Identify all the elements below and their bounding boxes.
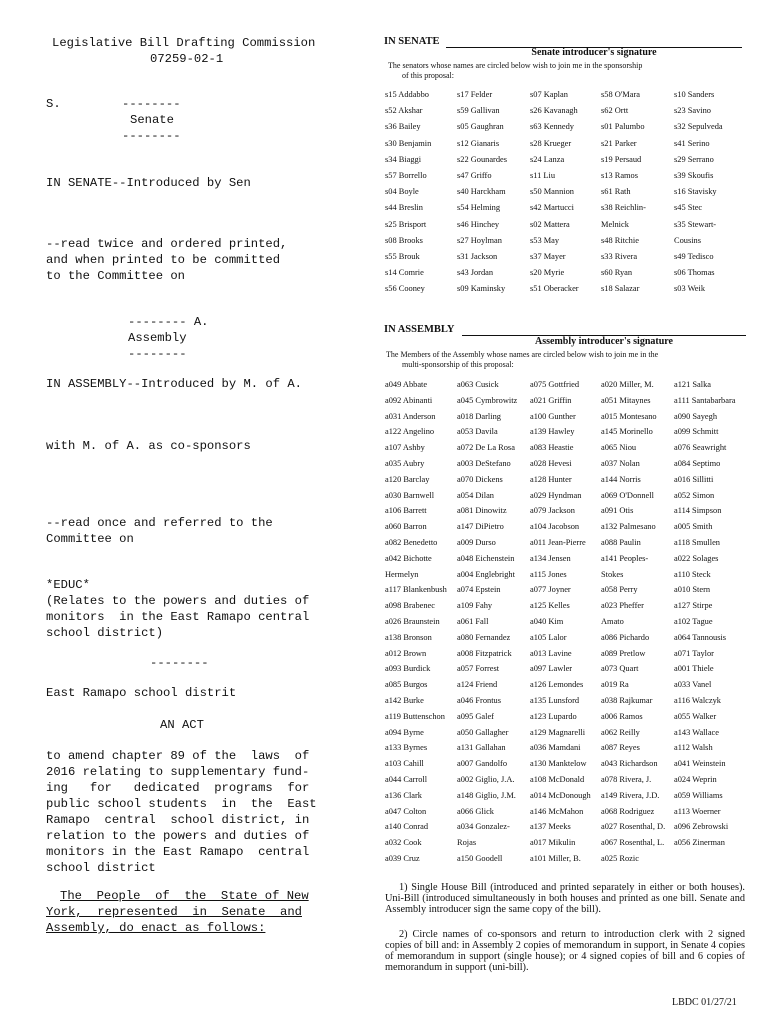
assembly-member-name[interactable]: a110 Steck <box>674 569 711 579</box>
assembly-member-name[interactable]: a096 Zebrowski <box>674 822 729 832</box>
senator-member-name[interactable]: s39 Skoufis <box>674 171 714 180</box>
assembly-member-name[interactable]: Amato <box>601 617 624 626</box>
divider: -------- <box>122 97 181 111</box>
assembly-member-name[interactable]: a059 Williams <box>674 790 723 800</box>
assembly-member-name[interactable]: a014 McDonough <box>530 790 591 800</box>
assembly-member-name[interactable]: a017 Mikulin <box>530 838 576 848</box>
assembly-member-name[interactable]: a002 Giglio, J.A. <box>457 775 515 784</box>
assembly-member-name[interactable]: a093 Burdick <box>385 664 431 674</box>
senator-member-name[interactable]: s25 Brisport <box>385 219 427 229</box>
assembly-member-name[interactable]: a026 Braunstein <box>385 617 440 626</box>
assembly-member-name[interactable]: a039 Cruz <box>385 854 420 863</box>
act-title-line: 2016 relating to supplementary fund- <box>46 765 310 779</box>
senator-member-name[interactable]: s06 Thomas <box>674 268 715 278</box>
assembly-member-name[interactable]: Rojas <box>457 838 477 848</box>
divider: -------- <box>150 656 209 670</box>
assembly-member-name[interactable]: a089 Pretlow <box>601 648 646 658</box>
senator-member-name[interactable]: s51 Oberacker <box>530 284 579 294</box>
senate-word: Senate <box>130 113 174 127</box>
assembly-member-name[interactable]: a149 Rivera, J.D. <box>601 790 660 800</box>
assembly-member-name[interactable]: a091 Otis <box>601 506 634 516</box>
senate-reading: and when printed to be committed <box>46 253 281 267</box>
in-senate-intro: IN SENATE--Introduced by Sen <box>46 176 251 190</box>
assembly-member-name[interactable]: a104 Jacobson <box>530 522 580 532</box>
senator-member-name[interactable]: s07 Kaplan <box>530 90 568 99</box>
assembly-member-name[interactable]: a142 Burke <box>385 696 424 705</box>
assembly-member-name[interactable]: a061 Fall <box>457 617 489 626</box>
assembly-member-name[interactable]: a047 Colton <box>385 806 427 816</box>
act-title-line: relation to the powers and duties of <box>46 829 310 843</box>
senator-member-name[interactable]: s53 May <box>530 235 560 245</box>
instruction-1: 1) Single House Bill (introduced and printed separately in either or both houses). Uni-Bill (introduced simultaneously in both houses and printed as one bill. Senate and Assembly introducer sign the same copy of the bill). <box>385 882 745 915</box>
assembly-member-name[interactable]: a044 Carroll <box>385 775 428 784</box>
assembly-member-name[interactable]: a007 Gandolfo <box>457 759 508 769</box>
assembly-member-name[interactable]: a024 Weprin <box>674 775 717 784</box>
senator-member-name[interactable]: s55 Brouk <box>385 252 420 261</box>
short-title: East Ramapo school distrit <box>46 686 237 700</box>
assembly-member-name[interactable]: a134 Jensen <box>530 553 571 563</box>
enacting-clause: York, represented in Senate and <box>46 905 302 919</box>
assembly-member-name[interactable]: a090 Sayegh <box>674 411 718 421</box>
senator-member-name[interactable]: s20 Myrie <box>530 268 565 278</box>
assembly-member-name[interactable]: a053 Davila <box>457 427 498 437</box>
assembly-member-name[interactable]: a036 Mamdani <box>530 743 581 753</box>
senator-member-name[interactable]: s59 Gallivan <box>457 106 500 116</box>
assembly-member-name[interactable]: a064 Tannousis <box>674 632 727 642</box>
assembly-member-name[interactable]: a101 Miller, B. <box>530 854 581 863</box>
assembly-member-name[interactable]: a098 Brabenec <box>385 601 435 611</box>
assembly-member-name[interactable]: a069 O'Donnell <box>601 490 654 500</box>
assembly-member-name[interactable]: a143 Wallace <box>674 727 719 737</box>
assembly-member-name[interactable]: a015 Montesano <box>601 411 657 421</box>
senator-member-name[interactable]: s28 Krueger <box>530 138 572 148</box>
assembly-member-name[interactable]: a145 Morinello <box>601 427 653 437</box>
senator-member-name[interactable]: s21 Parker <box>601 138 637 148</box>
relates-line: (Relates to the powers and duties of <box>46 594 310 608</box>
assembly-member-name[interactable]: a088 Paulin <box>601 538 641 547</box>
in-assembly-intro: IN ASSEMBLY--Introduced by M. of A. <box>46 377 302 391</box>
senator-member-name[interactable]: s35 Stewart- <box>674 219 717 229</box>
assembly-member-name[interactable]: a136 Clark <box>385 790 422 800</box>
assembly-member-name[interactable]: a124 Friend <box>457 680 498 690</box>
assembly-member-name[interactable]: a115 Jones <box>530 569 567 579</box>
senator-member-name[interactable]: s24 Lanza <box>530 154 565 164</box>
assembly-member-name[interactable]: a130 Manktelow <box>530 759 587 769</box>
assembly-member-name[interactable]: a003 DeStefano <box>457 459 511 468</box>
assembly-member-name[interactable]: a105 Lalor <box>530 632 567 642</box>
senator-member-name[interactable]: s46 Hinchey <box>457 219 500 229</box>
assembly-member-name[interactable]: a113 Woerner <box>674 806 721 816</box>
senate-note: The senators whose names are circled below wish to join me in the sponsorship <box>388 61 643 70</box>
senator-member-name[interactable]: s18 Salazar <box>601 284 640 294</box>
assembly-member-name[interactable]: a020 Miller, M. <box>601 380 654 389</box>
assembly-member-name[interactable]: a128 Hunter <box>530 474 572 484</box>
act-title-line: public school students in the East <box>46 797 317 811</box>
assembly-member-name[interactable]: a041 Weinstein <box>674 759 726 769</box>
assembly-member-name[interactable]: a033 Vanel <box>674 680 712 690</box>
commission-title: Legislative Bill Drafting Commission <box>52 36 316 50</box>
assembly-member-name[interactable]: a054 Dilan <box>457 490 494 500</box>
assembly-member-name[interactable]: a107 Ashby <box>385 443 425 453</box>
assembly-member-name[interactable]: a012 Brown <box>385 648 427 658</box>
senator-member-name[interactable]: s13 Ramos <box>601 171 638 180</box>
assembly-member-name[interactable]: a078 Rivera, J. <box>601 775 652 784</box>
assembly-member-name[interactable]: a046 Frontus <box>457 696 501 705</box>
senate-reading: to the Committee on <box>46 269 185 283</box>
assembly-member-name[interactable]: a146 McMahon <box>530 806 584 816</box>
divider: -------- <box>128 347 187 361</box>
assembly-member-name[interactable]: a135 Lunsford <box>530 696 580 705</box>
assembly-member-name[interactable]: a051 Mitaynes <box>601 395 651 405</box>
assembly-member-name[interactable]: a042 Bichotte <box>385 553 432 563</box>
assembly-member-name[interactable]: a084 Septimo <box>674 459 721 468</box>
senator-member-name[interactable]: s02 Mattera <box>530 219 570 229</box>
assembly-member-name[interactable]: a067 Rosenthal, L. <box>601 838 665 848</box>
act-title-line: ing for dedicated programs for <box>46 781 310 795</box>
assembly-member-name[interactable]: a028 Hevesi <box>530 459 572 468</box>
assembly-member-name[interactable]: a004 Englebright <box>457 569 515 579</box>
assembly-member-name[interactable]: a132 Palmesano <box>601 522 656 532</box>
assembly-member-name[interactable]: a077 Joyner <box>530 585 571 595</box>
senator-member-name[interactable]: s03 Weik <box>674 284 706 294</box>
assembly-member-name[interactable]: a009 Durso <box>457 538 496 547</box>
assembly-member-name[interactable]: a150 Goodell <box>457 854 503 863</box>
senator-member-name[interactable]: s12 Gianaris <box>457 138 500 148</box>
assembly-member-name[interactable]: a112 Walsh <box>674 743 713 753</box>
senator-member-name[interactable]: s05 Gaughran <box>457 122 504 132</box>
assembly-member-name[interactable]: a043 Richardson <box>601 759 658 769</box>
assembly-member-name[interactable]: a031 Anderson <box>385 411 436 421</box>
senator-member-name[interactable]: s45 Stec <box>674 203 703 213</box>
senator-member-name[interactable]: s58 O'Mara <box>601 90 640 99</box>
assembly-member-name[interactable]: a035 Aubry <box>385 459 425 468</box>
senator-member-name[interactable]: s10 Sanders <box>674 90 715 99</box>
assembly-member-name[interactable]: a148 Giglio, J.M. <box>457 790 516 800</box>
assembly-note: multi-sponsorship of this proposal: <box>402 360 514 369</box>
assembly-member-grid <box>385 380 765 870</box>
assembly-member-name[interactable]: a034 Gonzalez- <box>457 822 510 832</box>
assembly-member-name[interactable]: a065 Niou <box>601 443 637 453</box>
senator-member-name[interactable]: s63 Kennedy <box>530 122 574 132</box>
form-footer-code: LBDC 01/27/21 <box>672 997 737 1008</box>
assembly-member-name[interactable]: a140 Conrad <box>385 822 429 832</box>
senator-member-name[interactable]: s33 Rivera <box>601 252 638 261</box>
senator-member-name[interactable]: s01 Palumbo <box>601 122 645 132</box>
enacting-clause: The People of the State of New <box>60 889 309 903</box>
assembly-member-name[interactable]: a072 De La Rosa <box>457 443 515 453</box>
assembly-member-name[interactable]: a027 Rosenthal, D. <box>601 822 666 832</box>
senator-member-name[interactable]: s57 Borrello <box>385 171 427 180</box>
senate-note: of this proposal: <box>402 71 454 80</box>
assembly-signature-label: Assembly introducer's signature <box>535 336 673 347</box>
act-title-line: monitors in the East Ramapo central <box>46 845 310 859</box>
senator-member-name[interactable]: s29 Serrano <box>674 154 714 164</box>
assembly-member-name[interactable]: a010 Stern <box>674 585 711 595</box>
assembly-member-name[interactable]: a094 Byrne <box>385 727 424 737</box>
relates-line: school district) <box>46 626 164 640</box>
assembly-member-name[interactable]: a133 Byrnes <box>385 743 428 753</box>
assembly-member-name[interactable]: a062 Reilly <box>601 727 640 737</box>
assembly-member-name[interactable]: a085 Burgos <box>385 680 428 690</box>
senator-member-name[interactable]: s11 Liu <box>530 171 556 180</box>
senator-member-name[interactable]: s44 Breslin <box>385 203 423 213</box>
assembly-member-name[interactable]: a082 Benedetto <box>385 538 438 547</box>
assembly-member-name[interactable]: a060 Barron <box>385 522 427 532</box>
assembly-member-name[interactable]: a095 Galef <box>457 711 494 721</box>
senate-signature-label: Senate introducer's signature <box>531 47 657 58</box>
senator-member-name[interactable]: s38 Reichlin- <box>601 203 646 213</box>
assembly-reading: --read once and referred to the <box>46 516 273 530</box>
assembly-member-name[interactable]: a117 Blankenbush <box>385 585 447 595</box>
assembly-member-name[interactable]: a100 Gunther <box>530 411 576 421</box>
bill-code: 07259-02-1 <box>150 52 224 66</box>
assembly-member-name[interactable]: a068 Rodriguez <box>601 806 655 816</box>
in-senate-header: IN SENATE <box>384 36 440 47</box>
act-title-line: school district <box>46 861 156 875</box>
assembly-member-name[interactable]: a127 Stirpe <box>674 601 713 611</box>
assembly-member-name[interactable]: a050 Gallagher <box>457 727 509 737</box>
assembly-word: Assembly <box>128 331 187 345</box>
educ-tag: *EDUC* <box>46 578 90 592</box>
senator-member-name[interactable]: s52 Akshar <box>385 106 423 116</box>
assembly-member-name[interactable]: a131 Gallahan <box>457 743 506 753</box>
assembly-member-name[interactable]: a099 Schmitt <box>674 427 719 437</box>
cosponsors-line: with M. of A. as co-sponsors <box>46 439 251 453</box>
senator-member-name[interactable]: s47 Griffo <box>457 171 492 180</box>
assembly-bill-label: -------- A. <box>128 315 209 329</box>
assembly-member-name[interactable]: a119 Buttenschon <box>385 711 445 721</box>
senator-member-name[interactable]: s08 Brooks <box>385 235 423 245</box>
senator-member-name[interactable]: s31 Jackson <box>457 252 498 261</box>
senator-member-name[interactable]: Melnick <box>601 219 629 229</box>
assembly-reading: Committee on <box>46 532 134 546</box>
senator-member-name[interactable]: s37 Mayer <box>530 252 566 261</box>
senator-member-name[interactable]: s49 Tedisco <box>674 252 714 261</box>
assembly-member-name[interactable]: a023 Pheffer <box>601 601 644 611</box>
assembly-member-name[interactable]: a052 Simon <box>674 490 715 500</box>
assembly-member-name[interactable]: a055 Walker <box>674 711 717 721</box>
assembly-member-name[interactable]: a058 Perry <box>601 585 638 595</box>
assembly-member-name[interactable]: a038 Rajkumar <box>601 696 653 705</box>
assembly-member-name[interactable]: a139 Hawley <box>530 427 575 437</box>
senator-member-name[interactable]: s48 Ritchie <box>601 235 639 245</box>
assembly-member-name[interactable]: a001 Thiele <box>674 664 714 674</box>
assembly-member-name[interactable]: a081 Dinowitz <box>457 506 507 516</box>
assembly-member-name[interactable]: a129 Magnarelli <box>530 727 586 737</box>
assembly-member-name[interactable]: a029 Hyndman <box>530 490 582 500</box>
assembly-member-name[interactable]: a144 Norris <box>601 474 641 484</box>
act-title-line: to amend chapter 89 of the laws of <box>46 749 310 763</box>
an-act-heading: AN ACT <box>160 718 204 732</box>
senator-member-name[interactable]: s60 Ryan <box>601 268 633 278</box>
senator-member-name[interactable]: s16 Stavisky <box>674 187 717 197</box>
senate-bill-label: S. <box>46 97 61 111</box>
assembly-member-name[interactable]: a125 Kelles <box>530 601 570 611</box>
assembly-member-name[interactable]: a103 Cahill <box>385 759 424 769</box>
senator-member-name[interactable]: s50 Mannion <box>530 187 574 197</box>
enacting-clause: Assembly, do enact as follows: <box>46 921 266 935</box>
assembly-member-name[interactable]: a019 Ra <box>601 680 629 690</box>
assembly-member-name[interactable]: a032 Cook <box>385 838 422 848</box>
assembly-member-name[interactable]: a016 Sillitti <box>674 474 714 484</box>
assembly-member-name[interactable]: a006 Ramos <box>601 711 643 721</box>
assembly-member-name[interactable]: a141 Peoples- <box>601 553 649 563</box>
instruction-2: 2) Circle names of co-sponsors and return to introduction clerk with 2 signed copies of bill and: in Assembly 2 copies of memorandum in support, in Senate 4 copies of memorandum in support (single house); or 4 signed copies of bill and 6 copies of memorandum in support (uni-bill). <box>385 929 745 973</box>
assembly-member-name[interactable]: a063 Cusick <box>457 380 499 389</box>
senator-member-name[interactable]: Cousins <box>674 235 701 245</box>
assembly-member-name[interactable]: a138 Bronson <box>385 632 432 642</box>
senator-member-name[interactable]: s56 Cooney <box>385 284 425 294</box>
assembly-member-name[interactable]: a074 Epstein <box>457 585 501 595</box>
senator-member-name[interactable]: s43 Jordan <box>457 268 494 278</box>
senate-reading: --read twice and ordered printed, <box>46 237 288 251</box>
assembly-member-name[interactable]: a045 Cymbrowitz <box>457 395 518 405</box>
assembly-member-name[interactable]: a102 Tague <box>674 617 713 626</box>
assembly-member-name[interactable]: a080 Fernandez <box>457 632 511 642</box>
assembly-member-name[interactable]: a005 Smith <box>674 522 713 532</box>
senator-member-name[interactable]: s41 Serino <box>674 138 710 148</box>
assembly-member-name[interactable]: a123 Lupardo <box>530 711 577 721</box>
assembly-member-name[interactable]: a111 Santabarbara <box>674 395 736 405</box>
assembly-member-name[interactable]: a147 DiPietro <box>457 522 504 532</box>
senator-member-name[interactable]: s04 Boyle <box>385 187 419 197</box>
assembly-member-name[interactable]: a122 Angelino <box>385 427 435 437</box>
assembly-member-name[interactable]: a049 Abbate <box>385 380 428 389</box>
in-assembly-header: IN ASSEMBLY <box>384 324 455 335</box>
assembly-member-name[interactable]: a021 Griffin <box>530 395 572 405</box>
senator-member-name[interactable]: s54 Helming <box>457 203 501 213</box>
senator-member-name[interactable]: s36 Bailey <box>385 122 421 132</box>
assembly-member-name[interactable]: a087 Reyes <box>601 743 640 753</box>
assembly-member-name[interactable]: a040 Kim <box>530 617 564 626</box>
senator-member-name[interactable]: s26 Kavanagh <box>530 106 578 116</box>
relates-line: monitors in the East Ramapo central <box>46 610 310 624</box>
assembly-member-name[interactable]: a057 Forrest <box>457 664 500 674</box>
assembly-member-name[interactable]: a022 Solages <box>674 553 719 563</box>
assembly-member-name[interactable]: a071 Taylor <box>674 648 714 658</box>
assembly-member-name[interactable]: a011 Jean-Pierre <box>530 538 586 547</box>
assembly-member-name[interactable]: a079 Jackson <box>530 506 575 516</box>
assembly-member-name[interactable]: a073 Quart <box>601 664 639 674</box>
assembly-member-name[interactable]: a114 Simpson <box>674 506 722 516</box>
assembly-member-name[interactable]: a066 Glick <box>457 806 494 816</box>
assembly-member-name[interactable]: a109 Fahy <box>457 601 493 611</box>
assembly-member-name[interactable]: a121 Salka <box>674 380 711 389</box>
assembly-member-name[interactable]: a086 Pichardo <box>601 632 650 642</box>
assembly-member-name[interactable]: a137 Meeks <box>530 822 571 832</box>
act-title-line: Ramapo central school district, in <box>46 813 310 827</box>
divider: -------- <box>122 129 181 143</box>
senator-member-name[interactable]: s27 Hoylman <box>457 235 502 245</box>
assembly-member-name[interactable]: a056 Zinerman <box>674 838 725 848</box>
assembly-note: The Members of the Assembly whose names are circled below wish to join me in the <box>386 350 659 359</box>
assembly-member-name[interactable]: Stokes <box>601 569 624 579</box>
assembly-member-name[interactable]: a070 Dickens <box>457 474 503 484</box>
assembly-member-name[interactable]: a108 McDonald <box>530 775 585 784</box>
assembly-member-name[interactable]: a048 Eichenstein <box>457 553 515 563</box>
senator-member-name[interactable]: s15 Addabbo <box>385 90 429 99</box>
assembly-member-name[interactable]: a083 Heastie <box>530 443 574 453</box>
assembly-member-name[interactable]: a008 Fitzpatrick <box>457 648 512 658</box>
assembly-member-name[interactable]: a106 Barrett <box>385 506 427 516</box>
senator-member-name[interactable]: s42 Martucci <box>530 203 574 213</box>
senator-member-name[interactable]: s40 Harckham <box>457 187 506 197</box>
assembly-member-name[interactable]: a018 Darling <box>457 411 501 421</box>
senator-member-name[interactable]: s34 Biaggi <box>385 154 422 164</box>
senator-member-name[interactable]: s22 Gounardes <box>457 154 508 164</box>
assembly-member-name[interactable]: a075 Gottfried <box>530 380 580 389</box>
assembly-member-name[interactable]: a025 Rozic <box>601 854 639 863</box>
senator-member-name[interactable]: s61 Rath <box>601 187 631 197</box>
assembly-member-name[interactable]: a116 Walczyk <box>674 696 721 705</box>
senator-member-name[interactable]: s14 Comrie <box>385 268 424 278</box>
assembly-member-name[interactable]: a120 Barclay <box>385 474 430 484</box>
assembly-member-name[interactable]: a013 Lavine <box>530 648 572 658</box>
senate-member-grid <box>385 90 765 300</box>
assembly-member-name[interactable]: a037 Nolan <box>601 459 640 468</box>
assembly-member-name[interactable]: Hermelyn <box>385 569 419 579</box>
senator-member-name[interactable]: s62 Ortt <box>601 106 629 116</box>
senator-member-name[interactable]: s23 Savino <box>674 106 711 116</box>
assembly-member-name[interactable]: a118 Smullen <box>674 538 720 547</box>
senator-member-name[interactable]: s19 Persaud <box>601 154 642 164</box>
senator-member-name[interactable]: s09 Kaminsky <box>457 284 506 294</box>
senator-member-name[interactable]: s32 Sepulveda <box>674 122 723 132</box>
assembly-member-name[interactable]: a092 Abinanti <box>385 395 433 405</box>
assembly-member-name[interactable]: a097 Lawler <box>530 664 573 674</box>
assembly-member-name[interactable]: a126 Lemondes <box>530 680 584 690</box>
senator-member-name[interactable]: s30 Benjamin <box>385 138 432 148</box>
senator-member-name[interactable]: s17 Felder <box>457 90 493 99</box>
assembly-member-name[interactable]: a030 Barnwell <box>385 490 435 500</box>
assembly-member-name[interactable]: a076 Seawright <box>674 443 727 453</box>
